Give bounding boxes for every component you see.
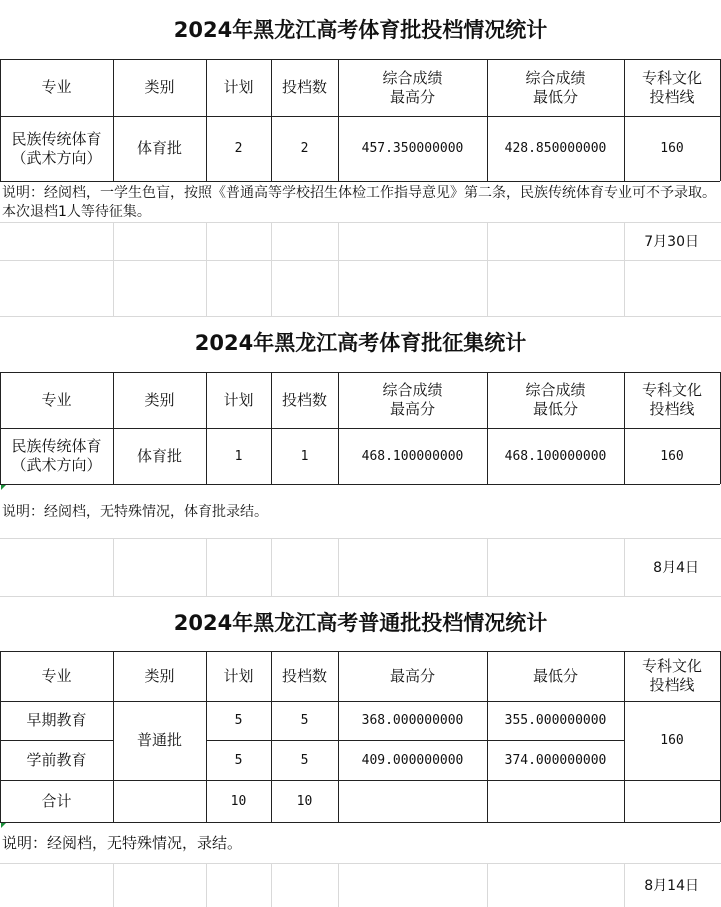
row-admitted: 5: [300, 752, 309, 768]
row-max-score: 409.000000000: [361, 752, 464, 768]
section1-date: 7月30日: [644, 234, 699, 250]
header-cutoff-line: 专科文化 投档线: [641, 68, 702, 106]
header-admitted: 投档数: [281, 390, 327, 409]
row-plan: 2: [234, 141, 243, 156]
section3-date: 8月14日: [644, 878, 699, 894]
row-major: 学前教育: [26, 750, 87, 769]
row-major: 民族传统体育 （武术方向）: [11, 129, 102, 167]
header-max-score: 综合成绩 最高分: [382, 68, 443, 106]
row-category: 体育批: [136, 446, 182, 465]
row-max-score: 368.000000000: [361, 713, 464, 728]
header-min-score: 综合成绩 最低分: [525, 381, 586, 418]
row-admitted: 5: [300, 713, 309, 728]
header-admitted: 投档数: [281, 78, 327, 96]
section3-note: 说明：经阅档，无特殊情况，录结。: [2, 834, 243, 852]
cell-comment-marker: [1, 823, 6, 828]
header-admitted: 投档数: [281, 666, 327, 685]
merged-category: 普通批: [136, 731, 182, 749]
row-plan: 1: [234, 448, 243, 464]
row-min-score: 374.000000000: [504, 752, 607, 768]
section2-date: 8月4日: [653, 560, 699, 576]
row-min-score: 468.100000000: [504, 448, 607, 464]
header-major: 专业: [41, 666, 72, 685]
header-max-score: 最高分: [389, 666, 435, 685]
header-major: 专业: [41, 78, 72, 96]
total-admitted: 10: [296, 793, 313, 809]
header-category: 类别: [144, 666, 175, 685]
row-max-score: 457.350000000: [361, 141, 464, 156]
row-cutoff-line: 160: [660, 141, 684, 156]
header-major: 专业: [41, 390, 72, 409]
row-category: 体育批: [136, 139, 182, 157]
row-admitted: 2: [300, 141, 309, 156]
total-label: 合计: [41, 791, 72, 810]
section3-title: 2024年黑龙江高考普通批投档情况统计: [173, 611, 548, 635]
section1-note: 说明：经阅档，一学生色盲，按照《普通高等学校招生体检工作指导意见》第二条，民族传统体育专业可不予录取。本次退档1人等待征集。: [2, 185, 716, 220]
row-max-score: 468.100000000: [361, 448, 464, 464]
row-admitted: 1: [300, 448, 309, 464]
header-min-score: 综合成绩 最低分: [525, 68, 586, 106]
header-plan: 计划: [223, 78, 254, 96]
row-min-score: 355.000000000: [504, 713, 607, 728]
header-cutoff-line: 专科文化 投档线: [641, 381, 702, 418]
row-major: 民族传统体育 （武术方向）: [11, 437, 102, 474]
header-plan: 计划: [223, 666, 254, 685]
row-plan: 5: [234, 713, 243, 728]
total-plan: 10: [230, 793, 247, 809]
header-plan: 计划: [223, 390, 254, 409]
cell-comment-marker: [1, 485, 6, 490]
header-cutoff-line: 专科文化 投档线: [641, 657, 702, 694]
section2-title: 2024年黑龙江高考体育批征集统计: [194, 331, 527, 355]
header-min-score: 最低分: [532, 666, 578, 685]
section1-title: 2024年黑龙江高考体育批投档情况统计: [173, 18, 548, 42]
header-category: 类别: [144, 390, 175, 409]
row-min-score: 428.850000000: [504, 141, 607, 156]
row-cutoff-line: 160: [660, 448, 684, 464]
merged-cutoff-line: 160: [660, 733, 684, 748]
header-category: 类别: [144, 78, 175, 96]
row-major: 早期教育: [26, 711, 87, 729]
header-max-score: 综合成绩 最高分: [382, 381, 443, 418]
section2-note: 说明：经阅档，无特殊情况，体育批录结。: [2, 504, 268, 520]
row-plan: 5: [234, 752, 243, 768]
